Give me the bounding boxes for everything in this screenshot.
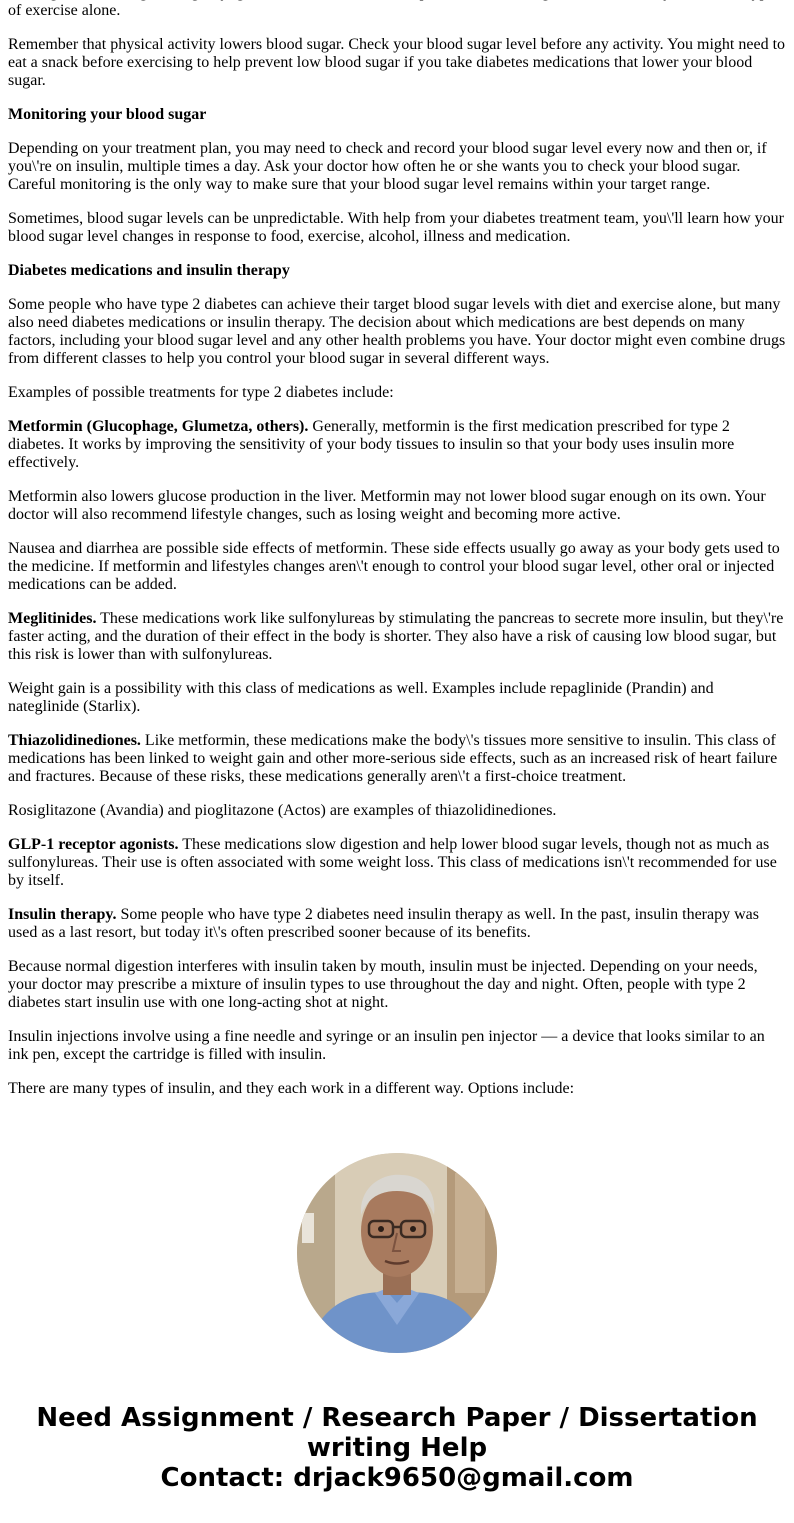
paragraph: There are many types of insulin, and they each work in a different way. Options include: xyxy=(8,1080,575,1097)
insulin-text: Some people who have type 2 diabetes need insulin therapy as well. In the past, insulin therapy was used as a last resort, but today it\'s often prescribed sooner because of its benefits. xyxy=(8,906,759,941)
paragraph: Examples of possible treatments for type 2 diabetes include: xyxy=(8,384,394,401)
paragraph-glp1 xyxy=(8,836,788,890)
thiazolidinediones-text: Like metformin, these medications make the body\'s tissues more sensitive to insulin. This class of medications has been linked to weight gain and other more-serious side effects, such as an increased risk of heart failure and fractures. Because of these risks, these medications generally aren\'t a first-choice treatment. xyxy=(8,732,778,785)
paragraph: Metformin also lowers glucose production in the liver. Metformin may not lower blood sugar enough on its own. Your doctor will also recommend lifestyle changes, such as losing weight and becoming more active. xyxy=(8,488,766,523)
paragraph: Depending on your treatment plan, you may need to check and record your blood sugar level every now and then or, if you\'re on insulin, multiple times a day. Ask your doctor how often he or she wants you to check your blood sugar. Careful monitoring is the only way to make sure that your blood sugar level remains within your target range. xyxy=(8,140,767,193)
metformin-lead: Metformin (Glucophage, Glumetza, others). xyxy=(8,418,309,435)
thiazolidinediones-lead: Thiazolidinediones. xyxy=(8,732,141,749)
paragraph-metformin xyxy=(8,418,788,472)
paragraph-insulin xyxy=(8,906,788,942)
author-avatar xyxy=(297,1153,497,1353)
meglitinides-text: These medications work like sulfonylureas by stimulating the pancreas to secrete more insulin, but they\'re faster acting, and the duration of their effect in the body is shorter. They also have a risk of causing low blood sugar, but this risk is lower than with sulfonylureas. xyxy=(8,610,784,663)
section-heading-medications: Diabetes medications and insulin therapy xyxy=(8,262,290,279)
paragraph: Nausea and diarrhea are possible side effects of metformin. These side effects usually go away as your body gets used to the medicine. If metformin and lifestyles changes aren\'t enough to control your blood sugar level, other oral or injected medications can be added. xyxy=(8,540,780,593)
meglitinides-lead: Meglitinides. xyxy=(8,610,97,627)
paragraph: of exercise alone. xyxy=(8,2,121,19)
paragraph: Because normal digestion interferes with insulin taken by mouth, insulin must be injected. Depending on your needs, your doctor may prescribe a mixture of insulin types to use throughout the day and night. Often, people with type 2 diabetes start insulin use with one long-acting shot at night. xyxy=(8,958,758,1011)
section-heading-monitoring: Monitoring your blood sugar xyxy=(8,106,207,123)
paragraph: Remember that physical activity lowers blood sugar. Check your blood sugar level before any activity. You might need to eat a snack before exercising to help prevent low blood sugar if you take diabetes medications that lower your blood sugar. xyxy=(8,36,786,89)
article-body xyxy=(8,0,788,1114)
paragraph-meglitinides xyxy=(8,610,788,664)
author-photo-icon xyxy=(297,1153,497,1353)
paragraph: Weight gain is a possibility with this class of medications as well. Examples include repaglinide (Prandin) and nateglinide (Starlix). xyxy=(8,680,714,715)
paragraph: Insulin injections involve using a fine needle and syringe or an insulin pen injector — a device that looks similar to an ink pen, except the cartridge is filled with insulin. xyxy=(8,1028,765,1063)
glp1-text: These medications slow digestion and help lower blood sugar levels, though not as much as sulfonylureas. Their use is often associated with some weight loss. This class of medications isn\'t recommended for use by itself. xyxy=(8,836,777,889)
banner-line: writing Help xyxy=(306,1433,488,1463)
metformin-text: Generally, metformin is the first medication prescribed for type 2 diabetes. It works by improving the sensitivity of your body tissues to insulin so that your body uses insulin more effectively. xyxy=(8,418,735,471)
banner-line: Need Assignment / Research Paper / Dissertation xyxy=(36,1403,758,1433)
paragraph-thiazolidinediones xyxy=(8,732,788,786)
banner-contact: Contact: drjack9650@gmail.com xyxy=(160,1463,634,1493)
glp1-lead: GLP-1 receptor agonists. xyxy=(8,836,179,853)
paragraph: Some people who have type 2 diabetes can achieve their target blood sugar levels with diet and exercise alone, but many also need diabetes medications or insulin therapy. The decision about which medications are best depends on many factors, including your blood sugar level and any other health problems you have. Your doctor might even combine drugs from different classes to help you control your blood sugar in several different ways. xyxy=(8,296,786,367)
paragraph: Sometimes, blood sugar levels can be unpredictable. With help from your diabetes treatment team, you\'ll learn how your blood sugar level changes in response to food, exercise, alcohol, illness and medication. xyxy=(8,210,784,245)
paragraph: Rosiglitazone (Avandia) and pioglitazone (Actos) are examples of thiazolidinediones. xyxy=(8,802,557,819)
contact-banner xyxy=(0,1403,794,1493)
insulin-lead: Insulin therapy. xyxy=(8,906,117,923)
